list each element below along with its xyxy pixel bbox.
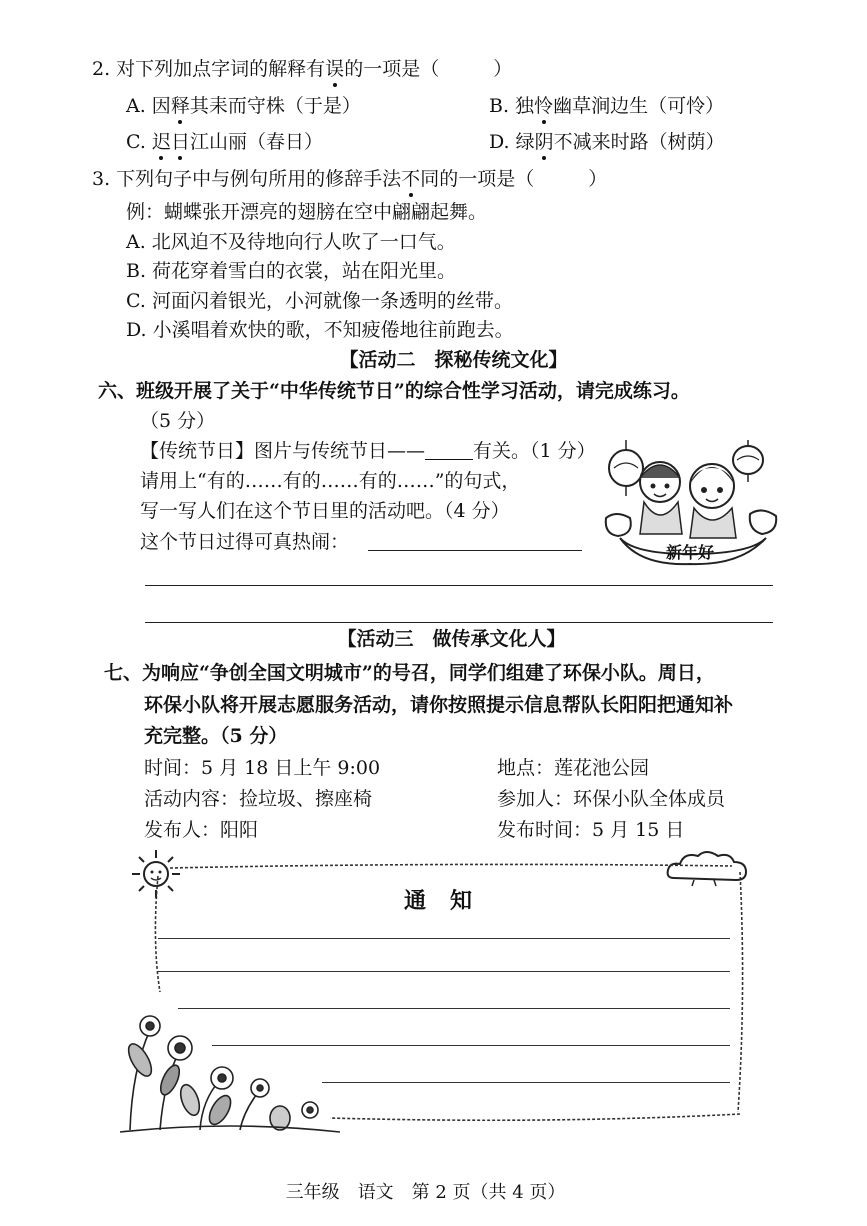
new-year-caption: 新年好 — [665, 543, 715, 562]
q2-c-dot1: 迟 — [151, 131, 171, 153]
notice-line-5[interactable] — [322, 1082, 730, 1083]
q7-stem-2: 环保小队将开展志愿服务活动，请你按照提示信息帮队长阳阳把通知补 — [144, 694, 734, 716]
notice-info-time: 时间：5 月 18 日上午 9:00 — [144, 757, 381, 779]
notice-info-publisher: 发布人：阳阳 — [144, 819, 259, 841]
lantern-icon — [609, 440, 643, 496]
q2-option-a — [126, 93, 361, 119]
q6-instruction-2: 写一写人们在这个节日里的活动吧。（4 分） — [140, 500, 510, 522]
q2-stem-text-2: 的一项是（ — [344, 58, 440, 80]
q2-b-pre: B. 独 — [489, 95, 535, 117]
q3-stem — [92, 166, 607, 192]
festival-answer-blank[interactable] — [425, 439, 473, 460]
q6-festival-line — [140, 438, 596, 464]
q2-c-dot2: 日 — [170, 131, 190, 153]
q2-option-d — [489, 129, 725, 155]
q3-stem-text-2: 同的一项是（ — [420, 168, 535, 190]
notice-info-participants: 参加人：环保小队全体成员 — [497, 788, 726, 810]
q3-dotted-char: 不 — [401, 168, 421, 190]
activity3-heading: 【活动三 做传承文化人】 — [337, 628, 566, 650]
q2-c-post: 江山丽（春日） — [189, 131, 323, 153]
q6-instruction-1: 请用上“有的……有的……有的……”的句式， — [140, 470, 521, 492]
q7-stem-1: 七、为响应“争创全国文明城市”的号召，同学们组建了环保小队。周日， — [104, 662, 715, 684]
q2-stem — [92, 56, 512, 82]
q7-stem-3: 充完整。（5 分） — [144, 725, 288, 747]
q6-answer-line-3[interactable] — [145, 622, 773, 623]
q3-example: 例：蝴蝶张开漂亮的翅膀在空中翩翩起舞。 — [126, 201, 488, 223]
notice-line-1[interactable] — [158, 938, 730, 939]
notice-title: 通知 — [403, 888, 496, 914]
q2-d-post: 不减来时路（树荫） — [553, 131, 725, 153]
q3-stem-text: 3. 下列句子中与例句所用的修辞手法 — [92, 168, 402, 190]
new-year-illustration — [600, 438, 782, 570]
q3-option-c: C. 河面闪着银光，小河就像一条透明的丝带。 — [126, 290, 513, 312]
flowers-decoration-icon — [120, 970, 340, 1135]
q2-a-post: 其耒而守株（于是） — [189, 95, 361, 117]
notice-info-content: 活动内容：捡垃圾、擦座椅 — [144, 788, 373, 810]
q2-c-pre: C. — [126, 131, 152, 153]
q3-stem-close: ） — [588, 168, 608, 190]
q6-answer-line-1[interactable] — [368, 550, 582, 551]
girl-figure-icon — [690, 464, 736, 538]
boy-figure-icon — [640, 462, 682, 534]
q2-stem-text: 2. 对下列加点字词的解释有 — [92, 58, 326, 80]
q2-d-dot: 阴 — [534, 131, 554, 153]
q2-b-post: 幽草涧边生（可怜） — [553, 95, 725, 117]
lantern-icon — [733, 440, 763, 482]
q2-b-dot: 怜 — [534, 95, 554, 117]
q2-d-pre: D. 绿 — [489, 131, 535, 153]
q2-a-dot: 释 — [170, 95, 190, 117]
q6-stem: 六、班级开展了关于“中华传统节日”的综合性学习活动，请完成练习。 — [98, 380, 690, 402]
q3-option-d: D. 小溪唱着欢快的歌，不知疲倦地往前跑去。 — [126, 319, 514, 341]
q2-option-c — [126, 129, 323, 155]
q3-option-a: A. 北风迫不及待地向行人吹了一口气。 — [126, 231, 456, 253]
q6-festival-pre: 【传统节日】图片与传统节日—— — [140, 440, 426, 462]
notice-info-place: 地点：莲花池公园 — [497, 757, 650, 779]
q6-prompt: 这个节日过得可真热闹： — [140, 531, 350, 553]
q3-option-b: B. 荷花穿着雪白的衣裳，站在阳光里。 — [126, 260, 457, 282]
notice-info-publish-time: 发布时间：5 月 15 日 — [497, 819, 685, 841]
activity2-heading: 【活动二 探秘传统文化】 — [339, 349, 568, 371]
page-footer: 三年级 语文 第 2 页（共 4 页） — [285, 1182, 566, 1203]
q2-dotted-char: 误 — [325, 58, 345, 80]
q2-stem-close: ） — [493, 58, 513, 80]
q6-score: （5 分） — [140, 410, 216, 432]
q2-option-b — [489, 93, 724, 119]
q6-festival-post: 有关。（1 分） — [473, 440, 596, 462]
q6-answer-line-2[interactable] — [145, 585, 773, 586]
q2-a-pre: A. 因 — [126, 95, 171, 117]
